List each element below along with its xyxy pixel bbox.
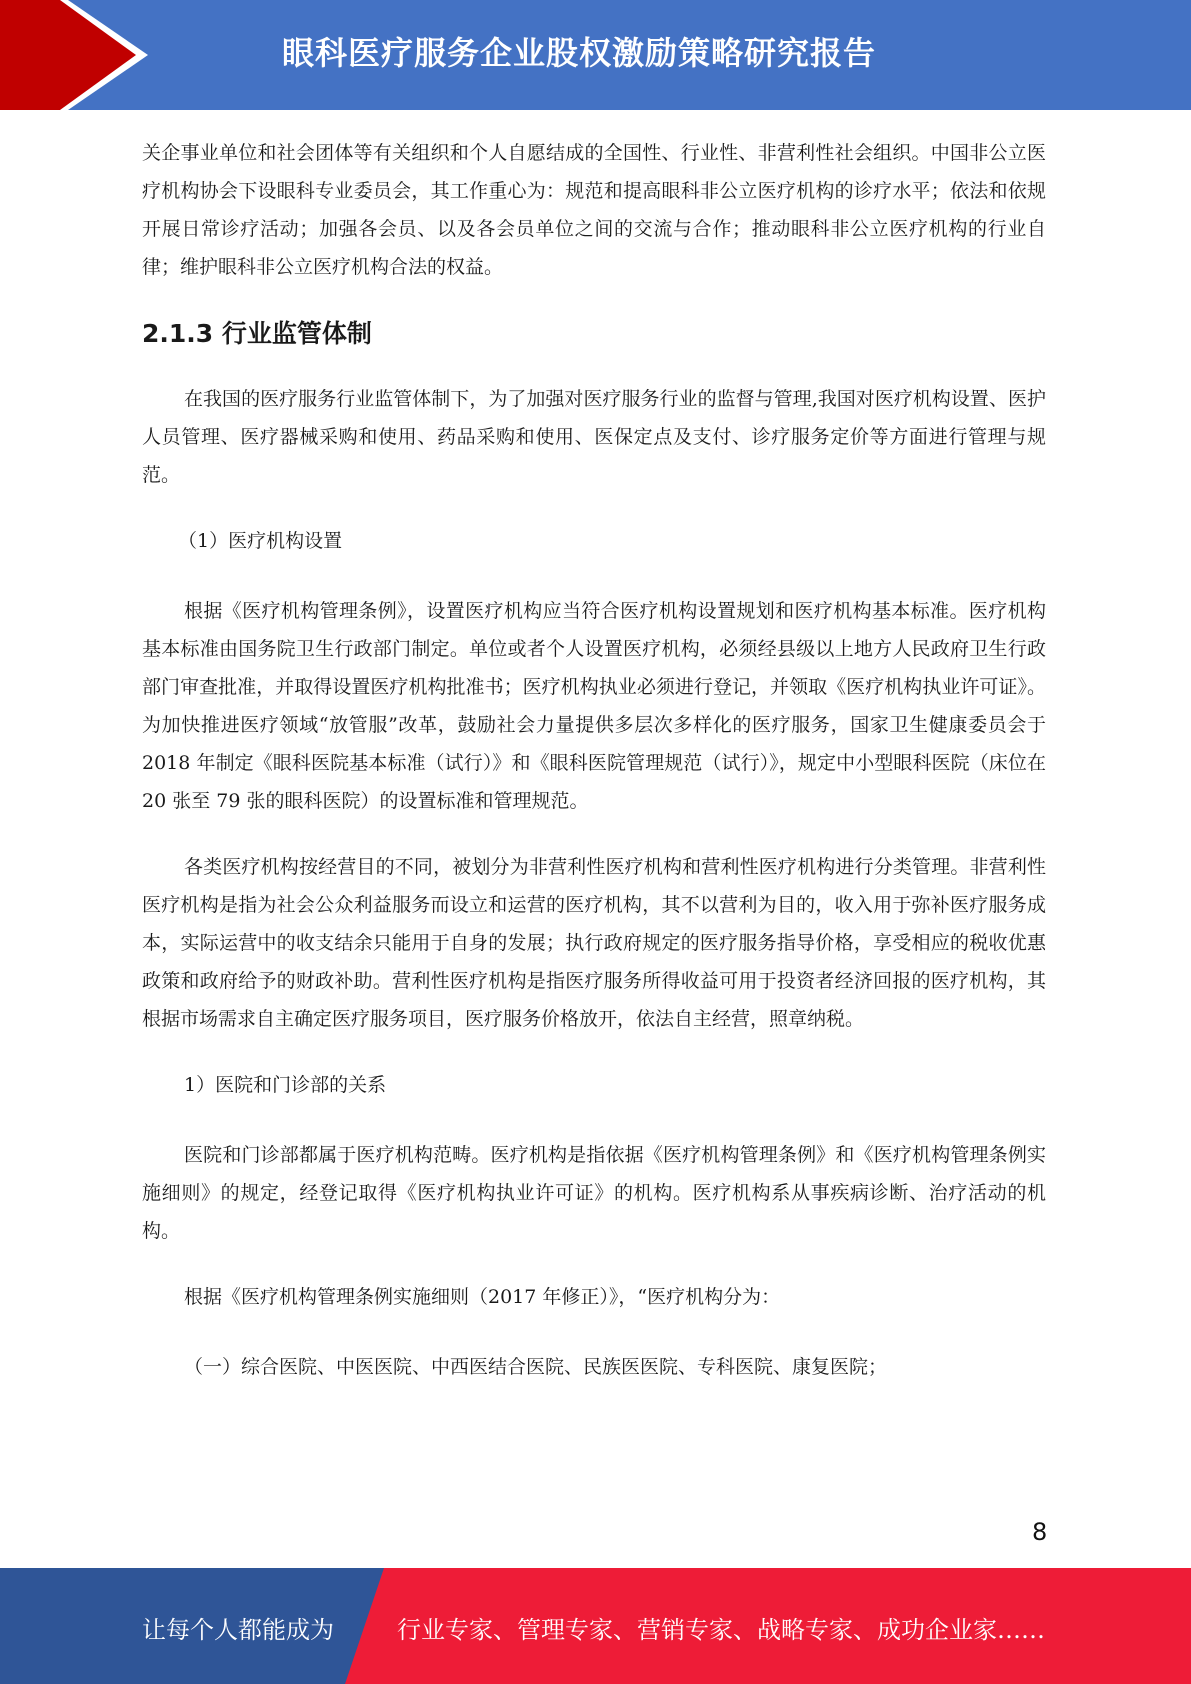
footer-slogan-left: 让每个人都能成为 <box>142 1616 334 1644</box>
page-number: 8 <box>1032 1518 1048 1546</box>
list-item-hospital-types: （一）综合医院、中医医院、中西医结合医院、民族医医院、专科医院、康复医院； <box>184 1356 888 1378</box>
paragraph-setup: 根据《医疗机构管理条例》，设置医疗机构应当符合医疗机构设置规划和医疗机构基本标准。医疗机构基本标准由国务院卫生行政部门制定。单位或者个人设置医疗机构，必须经县级以上地方人民政府卫生行政部门审查批准，并取得设置医疗机构批准书；医疗机构执业必须进行登记，并领取《医疗机构执业许可证》。为加快推进医疗领域“放管服”改革，鼓励社会力量提供多层次多样化的医疗服务，国家卫生健康委员会于 2018 年制定《眼科医院基本标准（试行）》和《眼科医院管理规范（试行）》，规定中小型眼科医院（床位在 20 张至 79 张的眼科医院）的设置标准和管理规范。 <box>142 600 1046 812</box>
report-title: 眼科医疗服务企业股权激励策略研究报告 <box>282 34 877 72</box>
paragraph-classification: 各类医疗机构按经营目的不同，被划分为非营利性医疗机构和营利性医疗机构进行分类管理。非营利性医疗机构是指为社会公众利益服务而设立和运营的医疗机构，其不以营利为目的，收入用于弥补医疗服务成本，实际运营中的收支结余只能用于自身的发展；执行政府规定的医疗服务指导价格，享受相应的税收优惠政策和政府给予的财政补助。营利性医疗机构是指医疗服务所得收益可用于投资者经济回报的医疗机构，其根据市场需求自主确定医疗服务项目，医疗服务价格放开，依法自主经营，照章纳税。 <box>142 856 1046 1030</box>
paragraph-rules: 根据《医疗机构管理条例实施细则（2017 年修正）》，“医疗机构分为： <box>184 1286 781 1308</box>
sub-heading-hospital-relation: 1）医院和门诊部的关系 <box>184 1074 387 1096</box>
paragraph-hospital: 医院和门诊部都属于医疗机构范畴。医疗机构是指依据《医疗机构管理条例》和《医疗机构管理条例实施细则》的规定，经登记取得《医疗机构执业许可证》的机构。医疗机构系从事疾病诊断、治疗活动的机构。 <box>142 1144 1046 1242</box>
footer-slogan-right: 行业专家、管理专家、营销专家、战略专家、成功企业家…… <box>397 1616 1045 1644</box>
paragraph-regulation: 在我国的医疗服务行业监管体制下，为了加强对医疗服务行业的监督与管理,我国对医疗机构设置、医护人员管理、医疗器械采购和使用、药品采购和使用、医保定点及支付、诊疗服务定价等方面进行管理与规范。 <box>142 388 1046 486</box>
page-content <box>142 134 1046 1386</box>
section-heading: 2.1.3 行业监管体制 <box>142 319 372 348</box>
sub-heading-institution-setup: （1）医疗机构设置 <box>178 530 343 552</box>
page-header <box>0 0 1191 110</box>
page-footer <box>0 1568 1191 1684</box>
header-arrow-icon <box>0 0 160 110</box>
paragraph-intro: 关企事业单位和社会团体等有关组织和个人自愿结成的全国性、行业性、非营利性社会组织。中国非公立医疗机构协会下设眼科专业委员会，其工作重心为：规范和提高眼科非公立医疗机构的诊疗水平；依法和依规开展日常诊疗活动；加强各会员、以及各会员单位之间的交流与合作；推动眼科非公立医疗机构的行业自律；维护眼科非公立医疗机构合法的权益。 <box>142 142 1046 278</box>
